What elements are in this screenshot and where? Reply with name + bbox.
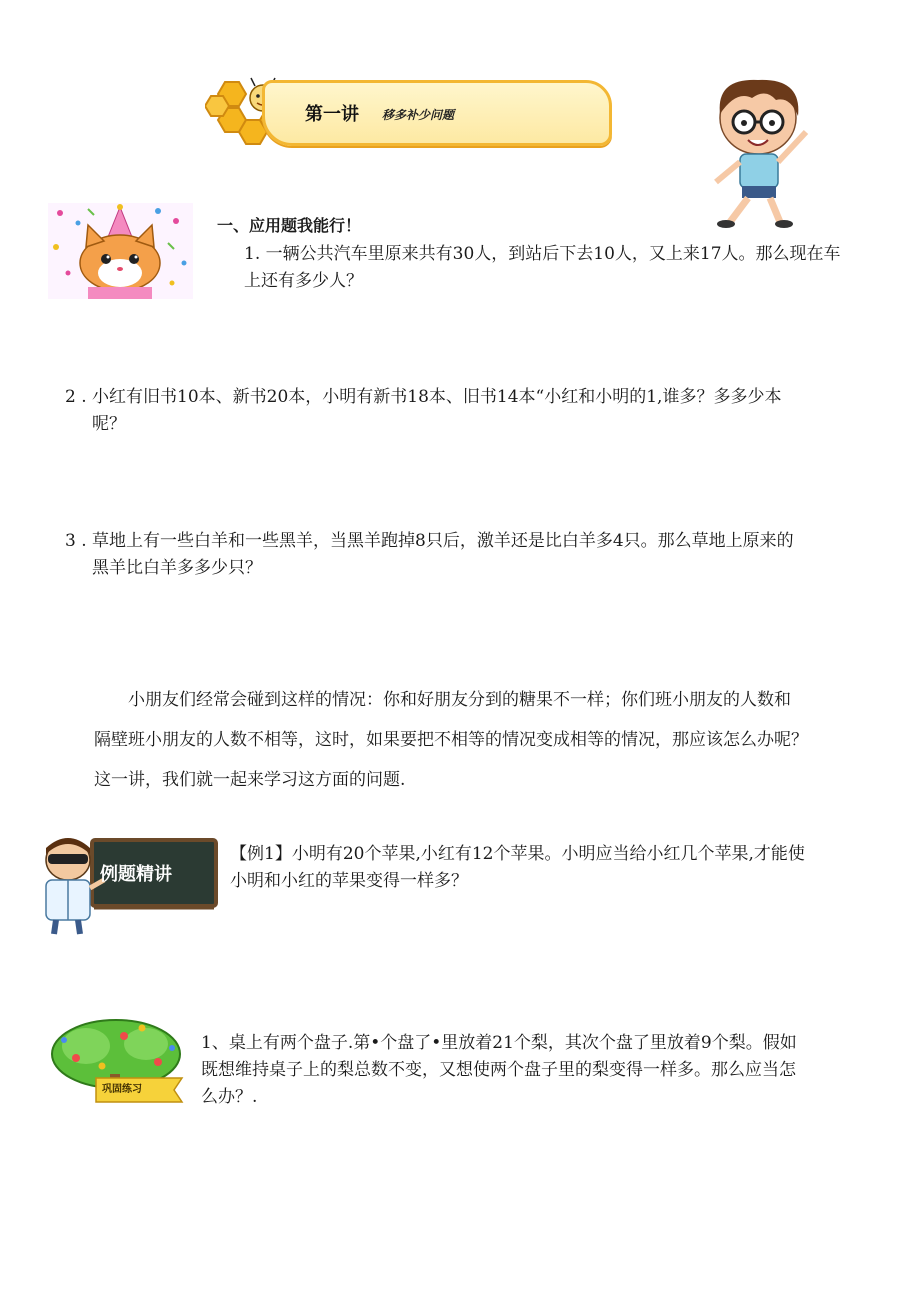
problem-1-text-cont: 上还有多少人？: [244, 271, 363, 291]
problem-3-text: 3 . 草地上有一些白羊和一些黑羊，当黑羊跑掉8只后，激羊还是比白羊多4只。那么草地上原来的: [65, 531, 794, 551]
section-heading: 一、应用题我能行！: [217, 216, 362, 235]
problem-1-text: 1. 一辆公共汽车里原来共有30人，到站后下去10人，又上来17人。那么现在车: [244, 244, 841, 264]
page-title: 第一讲: [305, 104, 359, 125]
problem-2-text: 2 . 小红有旧书10本、新书20本，小明有新书18本、旧书14本“小红和小明的1,谁多？多多少本: [65, 387, 782, 407]
example-1-text: 【例1】小明有20个苹果,小红有12个苹果。小明应当给小红几个苹果,才能使: [230, 844, 805, 864]
intro-paragraph-line-2: 隔壁班小朋友的人数不相等，这时，如果要把不相等的情况变成相等的情况，那应该怎么办呢？: [94, 730, 808, 750]
intro-paragraph-line-1: 小朋友们经常会碰到这样的情况：你和好朋友分到的糖果不一样；你们班小朋友的人数和: [128, 690, 791, 710]
intro-paragraph-line-3: 这一讲，我们就一起来学习这方面的问题.: [94, 770, 406, 790]
page-subtitle: 移多补少问题: [382, 108, 455, 122]
teacher-chalkboard-icon: [38, 836, 220, 936]
problem-2-text-cont: 呢？: [92, 414, 126, 434]
practice-1-text-end: 么办？.: [201, 1087, 258, 1107]
practice-1-text: 1、桌上有两个盘子.第•个盘了•里放着21个梨，其次个盘了里放着9个梨。假如: [201, 1033, 797, 1053]
example-badge-label: 例题精讲: [100, 864, 172, 885]
party-cat-icon: [48, 203, 193, 299]
boy-with-glasses-icon: [706, 70, 821, 230]
problem-3-text-cont: 黑羊比白羊多多少只？: [92, 558, 262, 578]
practice-badge-label: 巩固练习: [102, 1084, 142, 1095]
practice-1-text-cont: 既想维持桌子上的梨总数不变，又想使两个盘子里的梨变得一样多。那么应当怎: [201, 1060, 796, 1080]
example-1-text-cont: 小明和小红的苹果变得一样多？: [230, 871, 468, 891]
